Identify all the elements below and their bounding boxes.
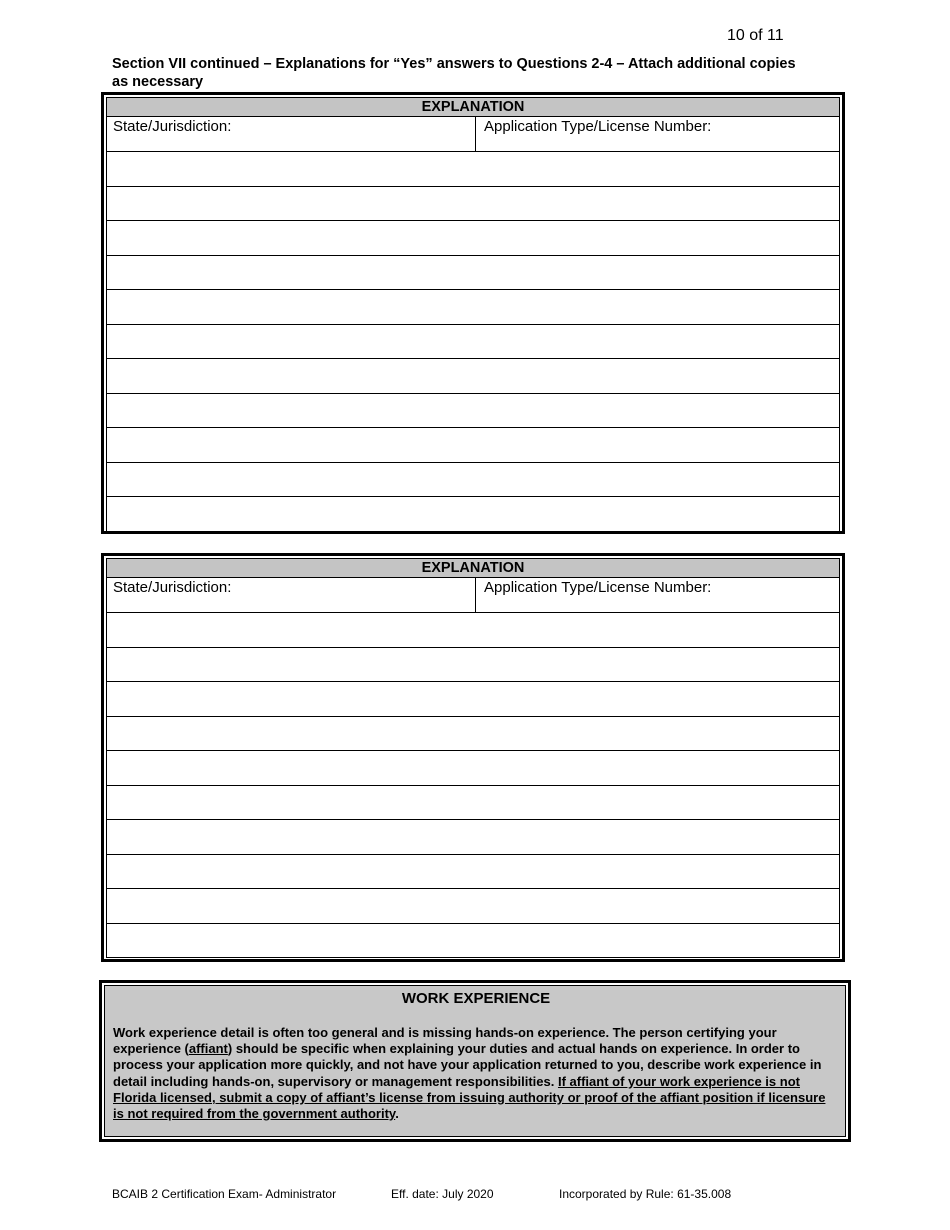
explanation-line[interactable] bbox=[107, 820, 839, 855]
work-text-part2: ) should be specific when explaining your duties and actual hands on experience. In order to process your application more quickly, and not have your application returned to you, describe work experience in detail including hands-on, supervisory or management responsibilities. bbox=[113, 1041, 822, 1089]
explanation-line[interactable] bbox=[107, 187, 839, 222]
explanation-line[interactable] bbox=[107, 889, 839, 924]
explanation-box-2 bbox=[101, 553, 845, 962]
explanation-box-1 bbox=[101, 92, 845, 534]
work-experience-box bbox=[99, 980, 851, 1142]
explanation-header: EXPLANATION bbox=[107, 98, 839, 117]
state-jurisdiction-field[interactable]: State/Jurisdiction: bbox=[107, 578, 476, 612]
footer-form-name: BCAIB 2 Certification Exam- Administrator bbox=[112, 1187, 337, 1201]
affiant-license-requirement: If affiant of your work experience is not Florida licensed, submit a copy of affiant’s license from issuing authority or proof of the affiant position if licensure is not required from the government authority bbox=[113, 1073, 826, 1122]
application-type-license-field[interactable]: Application Type/License Number: bbox=[484, 579, 712, 596]
explanation-line[interactable] bbox=[107, 325, 839, 360]
explanation-line[interactable] bbox=[107, 682, 839, 717]
affiant-word: affiant bbox=[188, 1041, 228, 1057]
work-experience-text bbox=[113, 1025, 839, 1122]
explanation-line[interactable] bbox=[107, 613, 839, 648]
explanation-line[interactable] bbox=[107, 463, 839, 498]
explanation-header: EXPLANATION bbox=[107, 559, 839, 578]
explanation-line[interactable] bbox=[107, 648, 839, 683]
work-text-part1: Work experience detail is often too general and is missing hands-on experience. The person certifying your experience ( bbox=[113, 1025, 777, 1057]
state-jurisdiction-field[interactable]: State/Jurisdiction: bbox=[107, 117, 476, 151]
explanation-line[interactable] bbox=[107, 428, 839, 463]
explanation-line[interactable] bbox=[107, 924, 839, 958]
section-heading: Section VII continued – Explanations for “Yes” answers to Questions 2-4 – Attach additional copies as necessary bbox=[112, 56, 796, 90]
application-type-license-field[interactable]: Application Type/License Number: bbox=[484, 118, 712, 135]
explanation-lines bbox=[107, 152, 839, 531]
explanation-line[interactable] bbox=[107, 290, 839, 325]
explanation-line[interactable] bbox=[107, 394, 839, 429]
work-text-end: . bbox=[395, 1106, 399, 1122]
work-experience-title: WORK EXPERIENCE bbox=[401, 990, 551, 1007]
explanation-line[interactable] bbox=[107, 497, 839, 531]
explanation-line[interactable] bbox=[107, 256, 839, 291]
explanation-line[interactable] bbox=[107, 855, 839, 890]
footer-rule: Incorporated by Rule: 61-35.008 bbox=[559, 1187, 732, 1201]
explanation-line[interactable] bbox=[107, 359, 839, 394]
explanation-line[interactable] bbox=[107, 786, 839, 821]
explanation-line[interactable] bbox=[107, 221, 839, 256]
explanation-line[interactable] bbox=[107, 751, 839, 786]
page-number: 10 of 11 bbox=[727, 27, 784, 44]
explanation-line[interactable] bbox=[107, 152, 839, 187]
explanation-line[interactable] bbox=[107, 717, 839, 752]
footer-eff-date: Eff. date: July 2020 bbox=[391, 1187, 494, 1201]
explanation-lines bbox=[107, 613, 839, 957]
